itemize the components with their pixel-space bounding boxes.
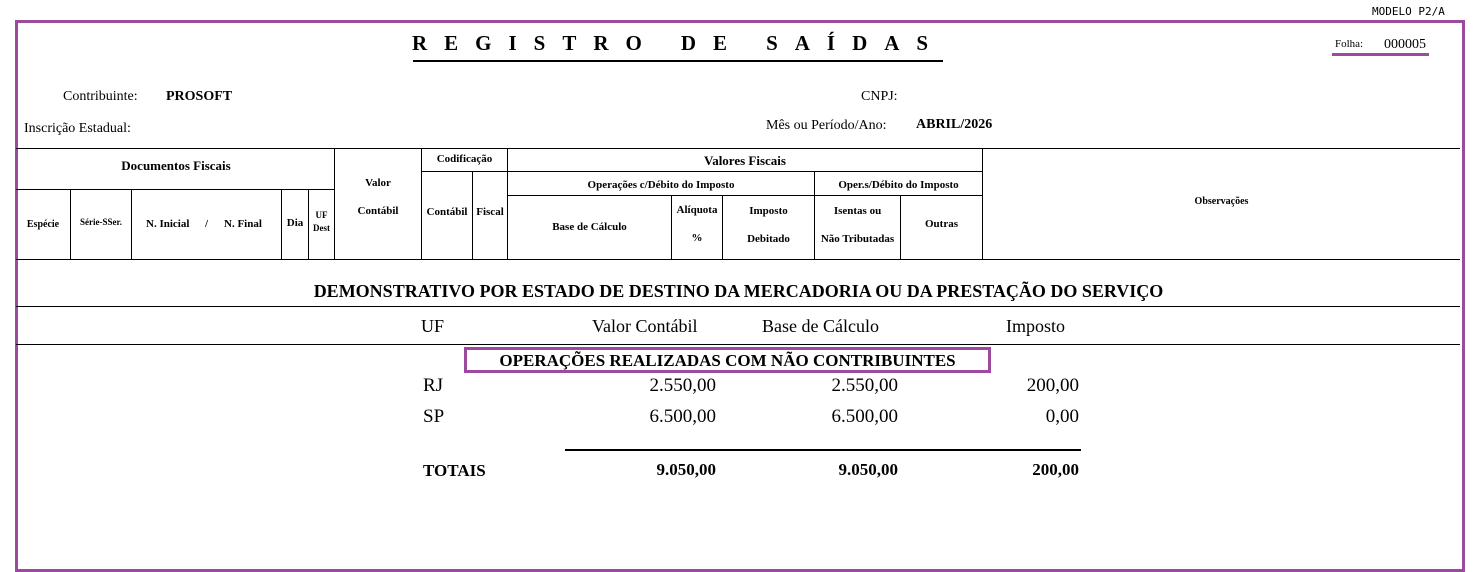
- row-uf: RJ: [423, 375, 444, 396]
- dia-header: Dia: [286, 217, 304, 229]
- documentos-fiscais-header: Documentos Fiscais: [121, 158, 231, 173]
- totals-imposto: 200,00: [1032, 460, 1079, 479]
- contribuinte-value: PROSOFT: [166, 89, 233, 104]
- row-base-calculo: 6.500,00: [831, 406, 898, 427]
- uf-header: UF: [315, 210, 328, 220]
- cod-fiscal-header: Fiscal: [476, 206, 504, 218]
- especie-header: Espécie: [26, 219, 60, 230]
- observacoes-header: Observações: [1194, 196, 1249, 207]
- row-valor-contabil: 2.550,00: [649, 375, 716, 396]
- periodo-value: ABRIL/2026: [916, 117, 993, 132]
- demonstrativo-title: DEMONSTRATIVO POR ESTADO DE DESTINO DA MERCADORIA OU DA PRESTAÇÃO DO SERVIÇO: [313, 281, 1164, 301]
- contribuinte-label: Contribuinte:: [63, 89, 138, 104]
- col-uf-header: UF: [421, 316, 445, 336]
- valor-header: Valor: [365, 177, 391, 189]
- totals-base-calculo: 9.050,00: [838, 460, 898, 479]
- row-valor-contabil: 6.500,00: [649, 406, 716, 427]
- dest-header: Dest: [313, 223, 330, 233]
- totals-label: TOTAIS: [423, 461, 486, 480]
- col-sep: [131, 189, 132, 259]
- totals-valor-contabil: 9.050,00: [656, 460, 716, 479]
- row-imposto: 0,00: [1045, 406, 1079, 427]
- page-title: REGISTRO DE SAÍDAS: [412, 31, 946, 55]
- folha-underline: [1332, 53, 1429, 56]
- base-calculo-header: Base de Cálculo: [552, 221, 627, 233]
- row-uf: SP: [423, 406, 445, 427]
- serie-header: Série-SSer.: [80, 217, 122, 227]
- nao-tributadas-header: Não Tributadas: [820, 233, 895, 245]
- n-inicial-header: N. Inicial: [146, 218, 190, 230]
- cnpj-label: CNPJ:: [861, 89, 898, 104]
- col-sep: [334, 148, 335, 259]
- aliquota-header: Alíquota: [676, 204, 718, 216]
- col-base-calculo-header: Base de Cálculo: [762, 316, 879, 336]
- n-final-header: N. Final: [224, 218, 262, 230]
- row-base-calculo: 2.550,00: [831, 375, 898, 396]
- imposto-header: Imposto: [749, 205, 788, 217]
- inscricao-label: Inscrição Estadual:: [24, 121, 131, 136]
- op-sem-debito-header: Oper.s/Débito do Imposto: [838, 179, 959, 191]
- model-code: MODELO P2/A: [1372, 5, 1445, 18]
- debitado-header: Debitado: [747, 233, 790, 245]
- section-title: OPERAÇÕES REALIZADAS COM NÃO CONTRIBUINTES: [499, 351, 956, 370]
- valores-fiscais-header: Valores Fiscais: [704, 153, 786, 168]
- demo-line: [16, 306, 1460, 307]
- n-slash: /: [205, 218, 209, 230]
- demo-line: [16, 344, 1460, 345]
- isentas-header: Isentas ou: [833, 205, 882, 217]
- percent-header: %: [691, 232, 703, 244]
- outras-header: Outras: [925, 218, 958, 230]
- contabil-header: Contábil: [357, 205, 399, 217]
- op-com-debito-header: Operações c/Débito do Imposto: [587, 179, 735, 191]
- col-valor-contabil-header: Valor Contábil: [592, 316, 698, 336]
- cod-contabil-header: Contábil: [426, 206, 468, 218]
- folha-value: 000005: [1384, 37, 1426, 52]
- row-imposto: 200,00: [1026, 375, 1079, 396]
- valores-divider: [508, 195, 983, 196]
- header-top-line: [16, 148, 1460, 149]
- totals-separator: [565, 449, 1081, 451]
- periodo-label: Mês ou Período/Ano:: [766, 118, 887, 133]
- title-underline: [413, 60, 943, 62]
- header-bottom-line: [16, 259, 1460, 260]
- codificacao-header: Codificação: [436, 153, 493, 165]
- col-imposto-header: Imposto: [1006, 316, 1066, 336]
- doc-fiscais-divider: [16, 189, 334, 190]
- folha-label: Folha:: [1335, 38, 1364, 50]
